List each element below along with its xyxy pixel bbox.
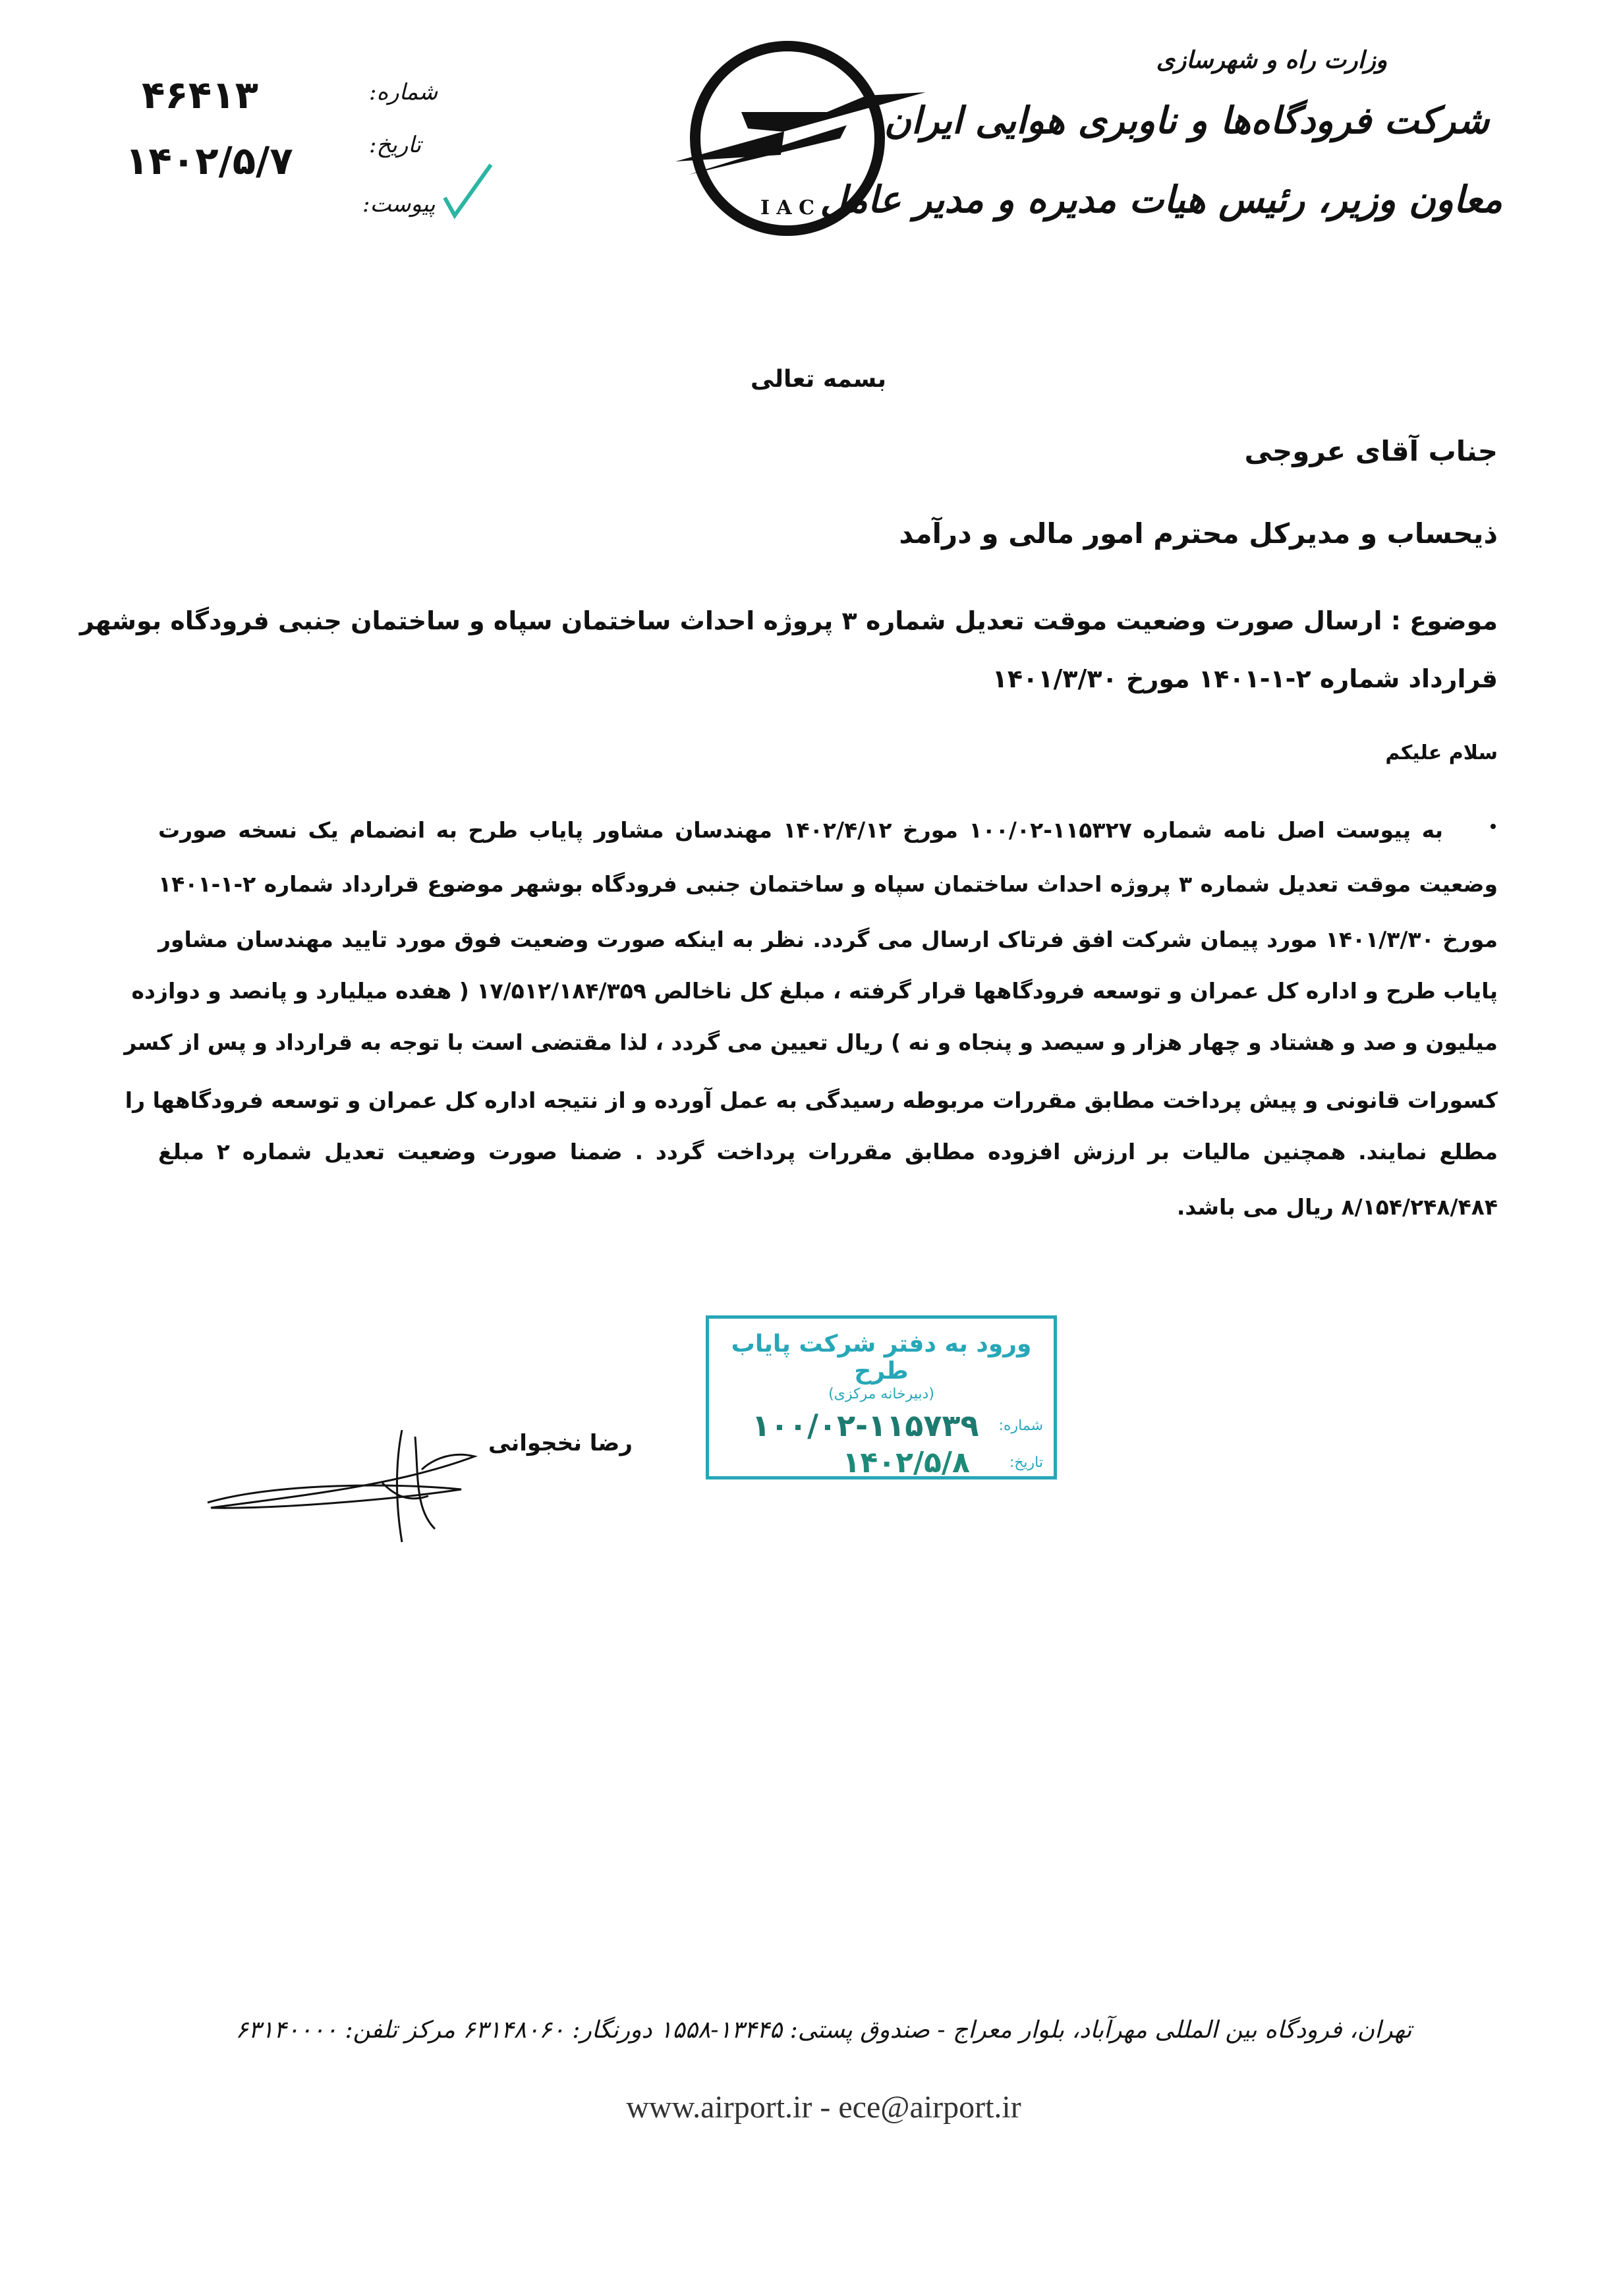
body-line: کسورات قانونی و پیش پرداخت مطابق مقررات مربوطه رسیدگی به عمل آورده و از نتیجه اداره کل عمران و توسعه فرودگاهها را	[125, 1087, 1498, 1113]
sender-title: معاون وزیر، رئیس هیات مدیره و مدیر عامل	[820, 178, 1502, 221]
attachment-label: پیوست:	[362, 191, 436, 217]
body-line: مطلع نمایند. همچنین مالیات بر ارزش افزوده مطابق مقررات پرداخت گردد . ضمنا صورت وضعیت تعدیل شماره ۲ مبلغ	[158, 1139, 1498, 1164]
company-name: شرکت فرودگاه‌ها و ناوبری هوایی ایران	[884, 99, 1489, 142]
body-line: مورخ ۱۴۰۱/۳/۳۰ مورد پیمان شرکت افق فرتاک ارسال می گردد. نظر به اینکه صورت وضعیت فوق مورد تایید مهندسان مشاور	[158, 927, 1498, 952]
invocation: بسمه تعالی	[751, 366, 886, 393]
recipient-title: ذیحساب و مدیرکل محترم امور مالی و درآمد	[899, 517, 1498, 550]
subject-line-1: موضوع : ارسال صورت وضعیت موقت تعدیل شماره ۳ پروژه احداث ساختمان سپاه و ساختمان جنبی فرودگاه بوشهر	[79, 606, 1498, 635]
checkmark-icon	[441, 161, 494, 223]
body-line: پایاب طرح و اداره کل عمران و توسعه فرودگاهها قرار گرفته ، مبلغ کل ناخالص ۱۷/۵۱۲/۱۸۴/۳۵۹ ( هفده میلیارد و پانصد و دوازده	[131, 978, 1498, 1004]
greeting: سلام علیکم	[1385, 741, 1498, 764]
recipient-name: جناب آقای عروجی	[1244, 435, 1498, 467]
logo-text: I A C	[760, 196, 815, 219]
stamp-date-label: تاریخ:	[1009, 1454, 1043, 1471]
stamp-title: ورود به دفتر شرکت پایاب طرح	[731, 1331, 1032, 1385]
footer-web: www.airport.ir - ece@airport.ir	[626, 2090, 1021, 2125]
bullet	[1491, 824, 1496, 829]
iac-logo	[649, 40, 932, 237]
date-label: تاریخ:	[369, 132, 422, 158]
stamp-subtitle: (دبیرخانه مرکزی)	[828, 1386, 934, 1402]
body-line: وضعیت موقت تعدیل شماره ۳ پروژه احداث ساختمان سپاه و ساختمان جنبی فرودگاه بوشهر موضوع قرارداد شماره ۲-۱-۱۴۰۱	[158, 871, 1498, 897]
body-line: ۸/۱۵۴/۲۴۸/۴۸۴ ریال می باشد.	[1176, 1194, 1498, 1220]
stamp-number-label: شماره:	[998, 1417, 1043, 1434]
subject-line-2: قرارداد شماره ۲-۱-۱۴۰۱ مورخ ۱۴۰۱/۳/۳۰	[992, 664, 1498, 693]
received-stamp	[706, 1315, 1057, 1479]
signature	[198, 1410, 501, 1551]
number-label: شماره:	[369, 79, 438, 105]
ministry-name: وزارت راه و شهرسازی	[1156, 46, 1388, 74]
signatory-name: رضا نخجوانی	[488, 1430, 633, 1456]
body-line: به پیوست اصل نامه شماره ۱۱۵۳۲۷-۱۰۰/۰۲ مورخ ۱۴۰۲/۴/۱۲ مهندسان مشاور پایاب طرح به انضمام یک نسخه صورت	[158, 817, 1443, 843]
stamp-date: ۱۴۰۲/۵/۸	[842, 1446, 970, 1479]
footer-address: تهران، فرودگاه بین المللی مهرآباد، بلوار معراج - صندوق پستی: ۱۳۴۴۵-۱۵۵۸ دورنگار: ۶۳۱۴۸۰۶۰ مرکز تلفن: ۶۳۱۴۰۰۰۰	[235, 2017, 1412, 2044]
letter-number: ۴۶۴۱۳	[142, 72, 259, 117]
letter-date: ۱۴۰۲/۵/۷	[125, 138, 293, 183]
stamp-number: ۱۰۰/۰۲-۱۱۵۷۳۹	[751, 1408, 979, 1443]
body-line: میلیون و صد و هشتاد و چهار هزار و سیصد و پنجاه و نه ) ریال تعیین می گردد ، لذا مقتضی است با توجه به قرارداد و پس از کسر	[124, 1029, 1498, 1055]
